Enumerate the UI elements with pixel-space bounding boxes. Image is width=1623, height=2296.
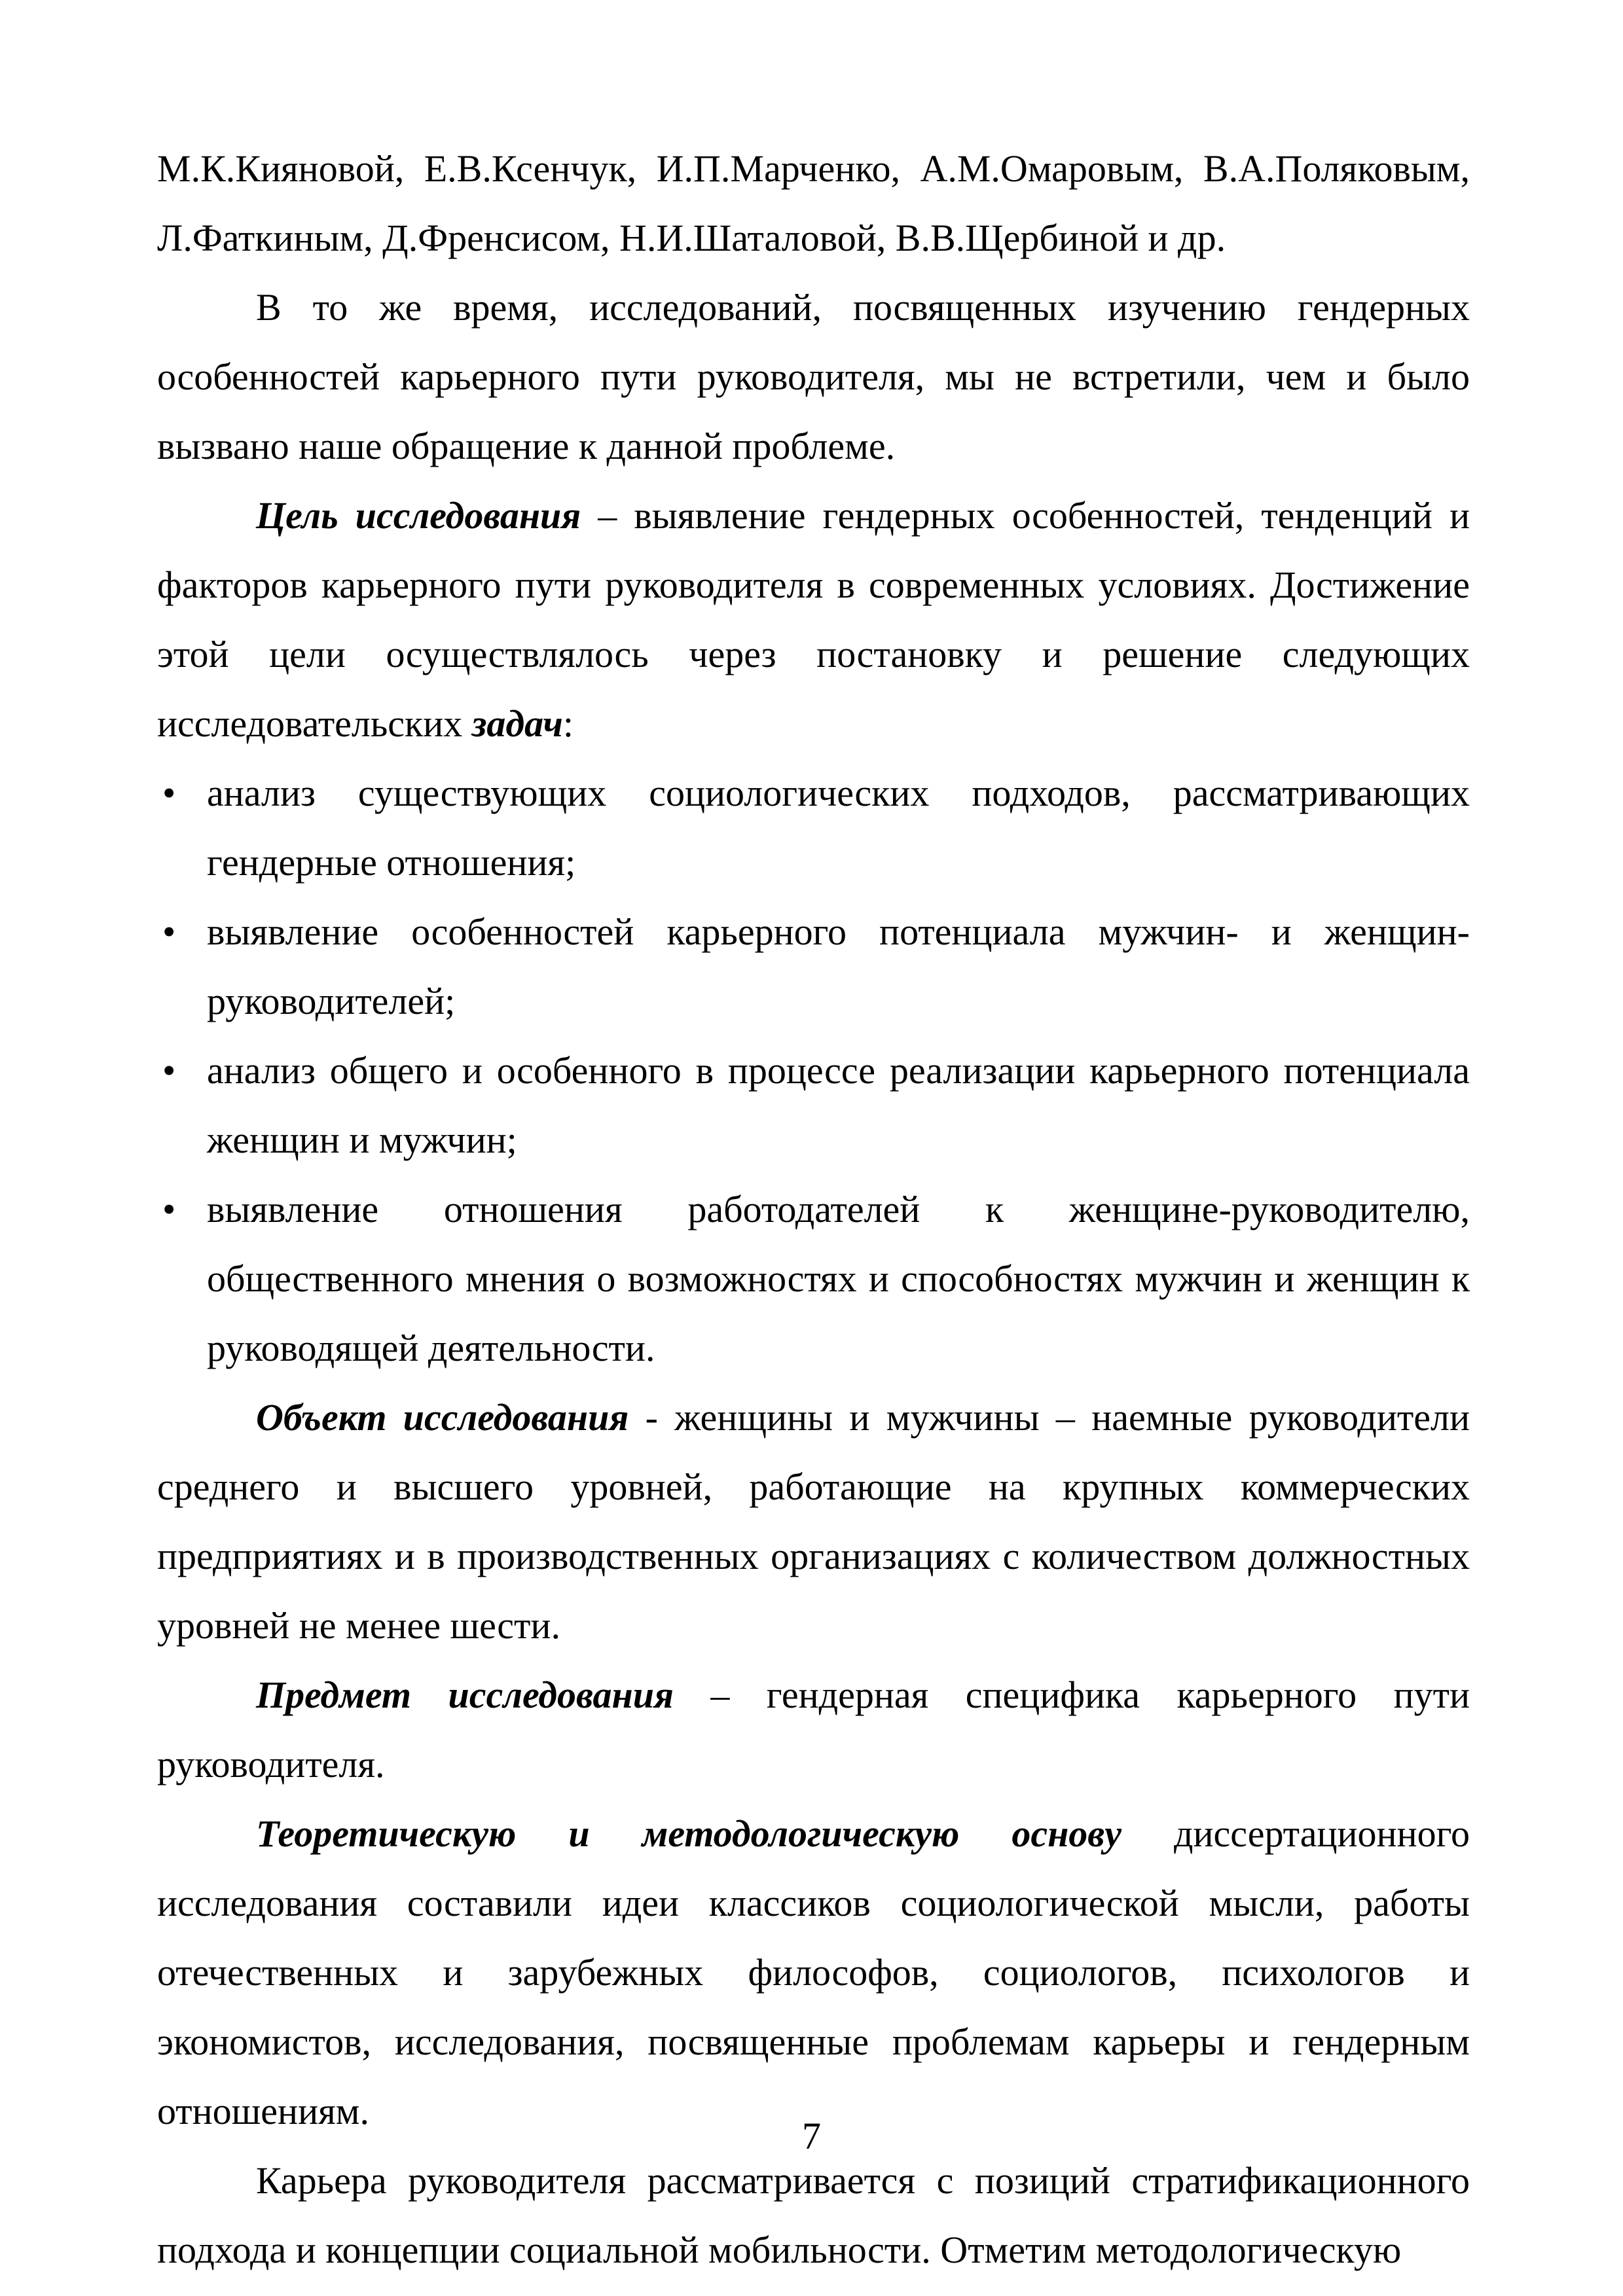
- object-label: Объект исследования: [256, 1396, 629, 1439]
- tasks-list: [157, 759, 1470, 1383]
- list-item-text: анализ существующих социологических подходов, рассматривающих гендерные отношения;: [207, 772, 1470, 884]
- paragraph-subject: [157, 1660, 1470, 1799]
- list-item: [157, 897, 1470, 1036]
- page-number: 7: [802, 2115, 821, 2157]
- bullet-icon: •: [162, 1188, 176, 1230]
- goal-end: :: [562, 702, 574, 745]
- list-item-text: выявление отношения работодателей к женщине-руководителю, общественного мнения о возможностях и способностях мужчин и женщин к руководящей деятельности.: [207, 1188, 1470, 1369]
- paragraph-motivation: В то же время, исследований, посвященных изучению гендерных особенностей карьерного пути руководителя, мы не встретили, чем и было вызвано наше обращение к данной проблеме.: [157, 286, 1470, 467]
- list-item: [157, 1036, 1470, 1175]
- document-body: [157, 134, 1470, 2285]
- paragraph-career: Карьера руководителя рассматривается с позиций стратификационного подхода и концепции социальной мобильности. Отметим методологическую: [157, 2159, 1470, 2271]
- subject-label: Предмет исследования: [256, 1674, 674, 1716]
- tasks-label: задач: [471, 702, 563, 745]
- goal-text: – выявление гендерных особенностей, тенденций и факторов карьерного пути руководителя в современных условиях. Достижение этой цели осуществлялось через постановку и решение следующих исследовательских: [157, 494, 1470, 745]
- methodology-label: Теоретическую и методологическую основу: [256, 1812, 1122, 1855]
- paragraph-goal: [157, 481, 1470, 759]
- bullet-icon: •: [162, 910, 176, 953]
- goal-label: Цель исследования: [256, 494, 581, 537]
- list-item: [157, 1175, 1470, 1383]
- paragraph-methodology: [157, 1799, 1470, 2146]
- methodology-text: диссертационного исследования составили идеи классиков социологической мысли, работы отечественных и зарубежных философов, социологов, психологов и экономистов, исследования, посвященные проблемам карьеры и гендерным отношениям.: [157, 1812, 1470, 2132]
- paragraph-object: [157, 1383, 1470, 1660]
- paragraph-authors: М.К.Кияновой, Е.В.Ксенчук, И.П.Марченко, А.М.Омаровым, В.А.Поляковым, Л.Фаткиным, Д.Френсисом, Н.И.Шаталовой, В.В.Щербиной и др.: [157, 147, 1470, 259]
- list-item-text: выявление особенностей карьерного потенциала мужчин- и женщин-руководителей;: [207, 910, 1470, 1022]
- object-text: - женщины и мужчины – наемные руководители среднего и высшего уровней, работающие на крупных коммерческих предприятиях и в производственных организациях с количеством должностных уровней не менее шести.: [157, 1396, 1470, 1647]
- list-item-text: анализ общего и особенного в процессе реализации карьерного потенциала женщин и мужчин;: [207, 1049, 1470, 1161]
- bullet-icon: •: [162, 772, 176, 814]
- subject-text: – гендерная специфика карьерного пути руководителя.: [157, 1674, 1470, 1785]
- bullet-icon: •: [162, 1049, 176, 1092]
- list-item: [157, 759, 1470, 897]
